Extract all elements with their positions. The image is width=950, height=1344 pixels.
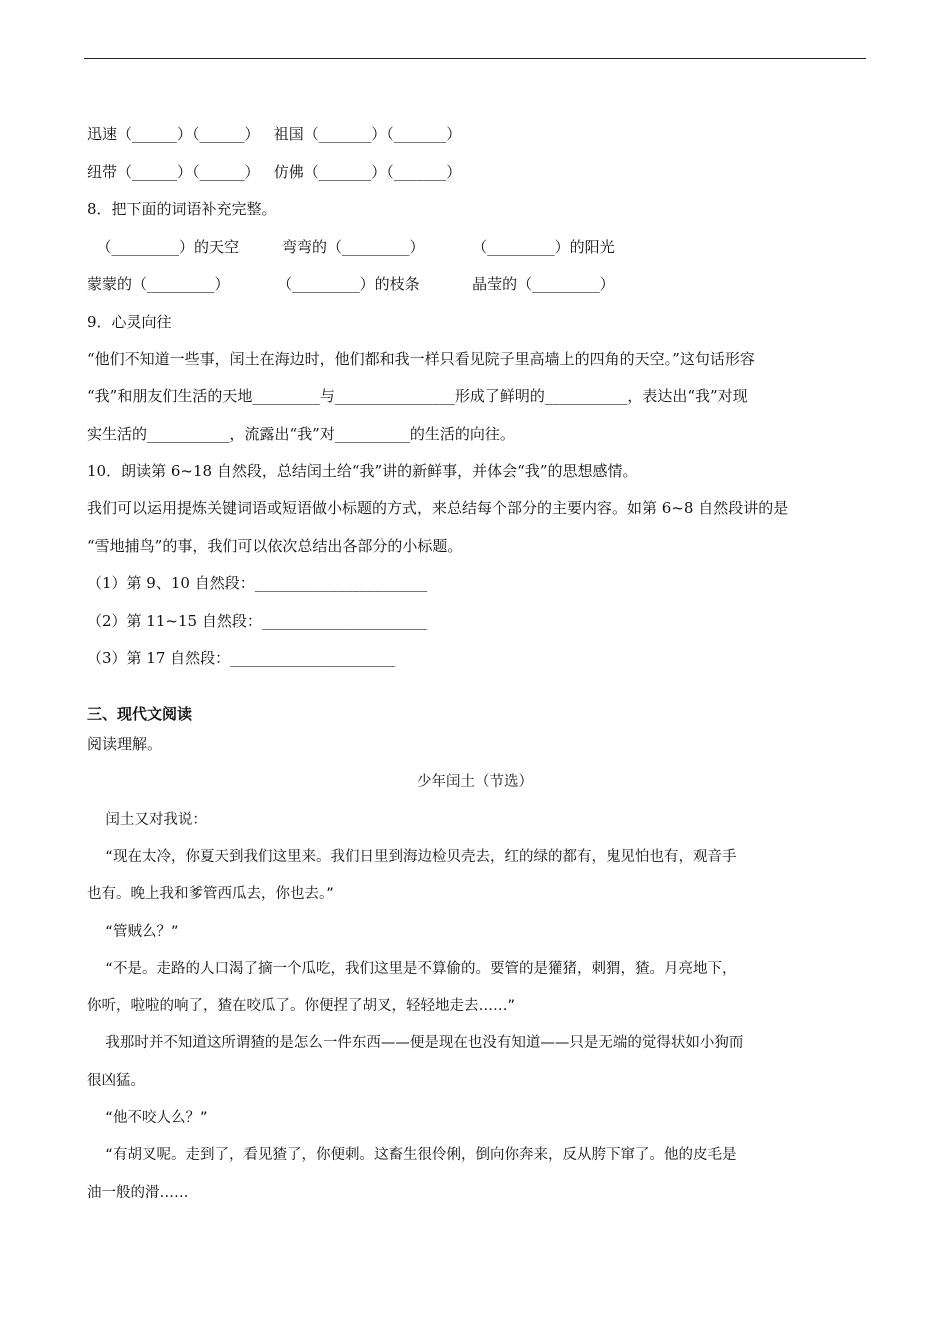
q10-item-2: （2）第 11~15 自然段：______________________	[87, 612, 427, 630]
q10-line-1: 我们可以运用提炼关键词语或短语做小标题的方式，来总结每个部分的主要内容。如第 6~8 自然段讲的是	[87, 499, 789, 517]
story-paragraph: “不是。走路的人口渴了摘一个瓜吃，我们这里是不算偷的。要管的是獾猪，刺猬，猹。月亮地下，	[87, 961, 737, 977]
story-paragraph: “管贼么？”	[87, 924, 179, 940]
story-paragraph: 闰土又对我说：	[87, 812, 207, 828]
q7-word-row-2: 纽带（______）（______） 仿佛（_______）（_______）	[87, 163, 462, 181]
story-paragraph: “现在太冷，你夏天到我们这里来。我们日里到海边检贝壳去，红的绿的都有，鬼见怕也有，观音手	[87, 849, 737, 865]
q7-word-row-1: 迅速（______）（______） 祖国（_______）（_______）	[87, 125, 462, 143]
q8-row-2: 蒙蒙的（_________） （_________）的枝条 晶莹的（_________）	[87, 275, 615, 293]
story-paragraph: 我那时并不知道这所谓猹的是怎么一件东西——便是现在也没有知道——只是无端的觉得状如小狗而	[87, 1035, 744, 1051]
q10-item-1: （1）第 9、10 自然段：_______________________	[87, 574, 428, 592]
story-paragraph: “有胡叉呢。走到了，看见猹了，你便刺。这畜生很伶俐，倒向你奔来，反从胯下窜了。他的皮毛是	[87, 1147, 737, 1163]
story-paragraph: “他不咬人么？”	[87, 1110, 208, 1126]
q10-line-2: “雪地捕鸟”的事，我们可以依次总结出各部分的小标题。	[87, 537, 463, 555]
story-paragraph: 很凶猛。	[87, 1073, 145, 1089]
q10-item-3: （3）第 17 自然段：______________________	[87, 649, 396, 667]
section-instruction: 阅读理解。	[87, 735, 163, 753]
story-paragraph: 也有。晚上我和爹管西瓜去，你也去。”	[87, 886, 334, 902]
story-paragraph: 油一般的滑……	[87, 1185, 189, 1201]
q8-row-1: （_________）的天空 弯弯的（_________） （_________）的阳光	[87, 238, 615, 256]
section-heading: 三、现代文阅读	[87, 705, 193, 723]
q9-title: 9．心灵向往	[87, 313, 172, 331]
q9-line-2: “我”和朋友们生活的天地_________与________________形成了鲜明的___________，表达出“我”对现	[87, 387, 748, 405]
header-rule	[84, 58, 866, 59]
q10-title: 10．朗读第 6~18 自然段，总结闰土给“我”讲的新鲜事，并体会“我”的思想感情。	[87, 462, 638, 480]
story-paragraph: 你听，啦啦的响了，猹在咬瓜了。你便捏了胡叉，轻轻地走去……”	[87, 998, 516, 1014]
q9-line-1: “他们不知道一些事，闰土在海边时，他们都和我一样只看见院子里高墙上的四角的天空。”这句话形容	[87, 350, 755, 368]
q9-line-3: 实生活的___________，流露出“我”对__________的生活的向往。	[87, 425, 515, 443]
story-title: 少年闰土（节选）	[417, 774, 533, 790]
q8-title: 8．把下面的词语补充完整。	[87, 200, 277, 218]
